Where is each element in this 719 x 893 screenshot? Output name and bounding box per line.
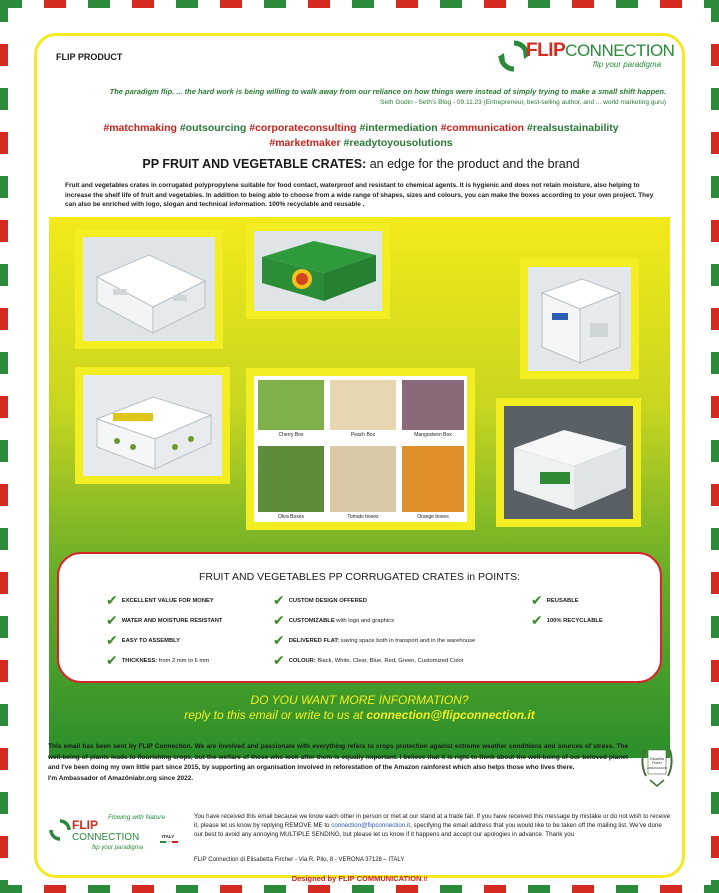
disclaimer: You have received this email because we know each other in person or met at our stand at a trade fair. If you have received this message by mistake or do not wish to receive it, please let us know by replying REMOVE ME to connection@flipconnection.it, specifying the email address that you would like to be taken off the mailing list. We've done our best to avoid any annoying MULTIPLE SENDING, but please let us know if it happens and accept our apologies in advance. Thank you — [194, 813, 671, 838]
check-icon: ✔ — [273, 613, 285, 629]
photo-collage — [246, 368, 475, 530]
check-icon: ✔ — [106, 633, 118, 649]
feature-point: ✔ CUSTOM DESIGN OFFERED — [273, 593, 367, 609]
collage-label: Peach Box — [350, 432, 376, 438]
hashtag: #readytoyousolutions — [343, 137, 453, 149]
check-icon: ✔ — [273, 653, 285, 669]
tomato-box-photo — [330, 446, 396, 512]
hashtag: #intermediation — [359, 122, 441, 134]
feature-point: ✔ EASY TO ASSEMBLY — [106, 633, 181, 649]
designed-by: Designed by FLIP COMMUNICATION.it — [291, 874, 428, 883]
okra-box-photo — [258, 446, 324, 512]
svg-text:AMBASSADOR: AMBASSADOR — [647, 766, 667, 770]
photo-stacked-crates — [520, 259, 639, 379]
peach-box-photo — [330, 380, 396, 430]
feature-point: ✔ 100% RECYCLABLE — [531, 613, 603, 629]
check-icon: ✔ — [106, 593, 118, 609]
quote-source: Seth Godin - Seth's Blog - 09.11.23 (Entrepreneur, best-selling author, and ... world marketing guru) — [380, 99, 666, 106]
feature-point: ✔ CUSTOMIZABLE with logo and graphics — [273, 613, 394, 629]
cherry-box-photo — [258, 380, 324, 430]
header-label: FLIP PRODUCT — [56, 52, 123, 62]
photo-vented-crate — [75, 367, 230, 484]
features-title: FRUIT AND VEGETABLES PP CORRUGATED CRATES in POINTS: — [198, 571, 521, 583]
about-text: This email has been sent by FLIP Connection. We are involved and passionate with everything refers to crops protection against extreme weather conditions and sources of stress. The well-being of plants leads to flourishing crops, but the welfare of those who look after them is equally important. I believe that it is right to think about the well-being of our beloved planet and I've been doing my own little part since 2015, by supporting an organisation involved in reforestation of the Amazon rainforest which also helps those who lives there. I'm Ambassador of Amazôniabr.org since 2022. — [48, 743, 628, 782]
collage-label: Tomato boxes — [347, 514, 379, 520]
hashtags — [56, 121, 666, 151]
contact-email-link[interactable]: connection@flipconnection.it — [366, 708, 535, 722]
feature-point: ✔ DELIVERED FLAT: saving space both in transport and in the warehouse — [273, 633, 476, 649]
feature-point: ✔ EXCELLENT VALUE FOR MONEY — [106, 593, 214, 609]
check-icon: ✔ — [106, 613, 118, 629]
check-icon: ✔ — [531, 613, 543, 629]
hashtag: #marketmaker — [269, 137, 344, 149]
collage-label: Orange boxes — [417, 514, 449, 520]
hashtag: #matchmaking — [103, 122, 180, 134]
logo-tagline: flip your paradigma — [593, 60, 662, 69]
feature-point: ✔ COLOUR: Black, White, Clear, Blue, Red, Green, Customized Color — [273, 653, 464, 669]
hashtag: #outsourcing — [179, 122, 250, 134]
feature-point: ✔ REUSABLE — [531, 593, 579, 609]
hashtag: #realsustainability — [526, 122, 619, 134]
page-title: PP FRUIT AND VEGETABLE CRATES: an edge for the product and the brand — [142, 157, 580, 171]
svg-text:Fircher: Fircher — [652, 761, 662, 765]
feature-point: ✔ THICKNESS: from 2 mm to 6 mm — [106, 653, 210, 669]
check-icon: ✔ — [273, 593, 285, 609]
photo-green-crate — [246, 223, 390, 319]
mangosteen-box-photo — [402, 380, 464, 430]
logo-wordmark: FLIPCONNECTION — [526, 40, 675, 61]
collage-label: Mangosteen Box — [414, 432, 452, 438]
cta-question: DO YOU WANT MORE INFORMATION? — [250, 693, 469, 707]
ambassador-badge — [638, 742, 676, 792]
postal-address: FLIP Connection di Elisabetta Fircher - Via R. Pilo, 8 - VERONA 37128 – ITALY — [194, 857, 405, 863]
hashtag: #communication — [440, 122, 527, 134]
hashtag: #corporateconsulting — [249, 122, 360, 134]
orange-box-photo — [402, 446, 464, 512]
recycle-arrows-icon — [48, 818, 72, 842]
cta-contact: reply to this email or write to us at connection@flipconnection.it — [184, 708, 535, 722]
check-icon: ✔ — [273, 633, 285, 649]
product-description: Fruit and vegetables crates in corrugated polypropylene suitable for food contact, waterproof and resistant to chemical agents. It is hygienic and does not retain moisture, also helping to increase the shelf life of fruit and vegetables. In addition to being able to choose from a wide range of shapes, sizes and colours, you can make the boxes according to your own project. They can also be enriched with logo, slogan and technical information. 100% recyclable and reusable . — [65, 182, 654, 208]
check-icon: ✔ — [531, 593, 543, 609]
collage-label: Okra Boxes — [277, 514, 305, 520]
quote-text: The paradigm flip. ... the hard work is being willing to walk away from our reliance on how things were instead of simply trying to make a small shift happen. — [109, 87, 666, 96]
photo-white-crate — [75, 229, 223, 349]
remove-email-link[interactable]: connection@flipconnection.it — [331, 822, 411, 829]
footer-logo: FLIP CONNECTION Flowing with Nature flip your paradigma ITALY — [48, 812, 188, 862]
feature-point: ✔ WATER AND MOISTURE RESISTANT — [106, 613, 223, 629]
svg-text:Elisabetta: Elisabetta — [650, 757, 664, 761]
collage-label: Cherry Box — [278, 432, 304, 438]
photo-cabbage-crate — [496, 398, 641, 527]
check-icon: ✔ — [106, 653, 118, 669]
